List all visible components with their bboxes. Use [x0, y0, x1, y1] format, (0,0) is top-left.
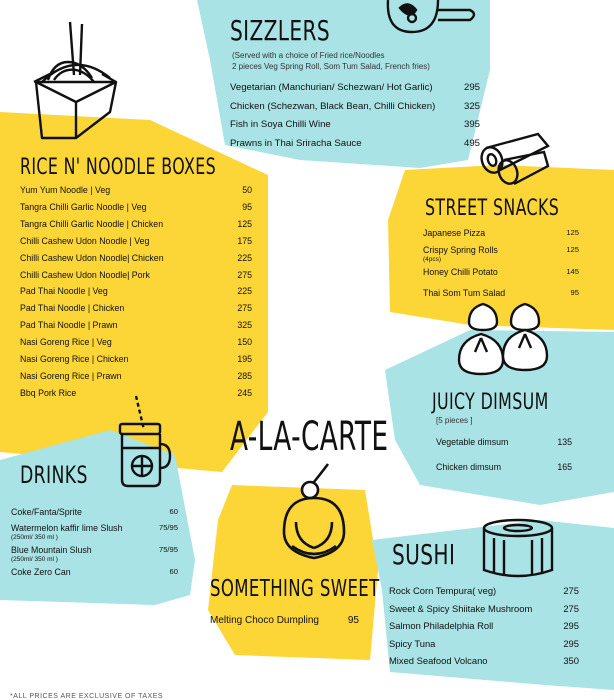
rice-item-name: Nasi Goreng Rice | Veg	[20, 337, 112, 348]
rice-item-price: 325	[237, 320, 252, 331]
sizzlers-note-line-1: (Served with a choice of Fried rice/Noodles	[232, 51, 385, 60]
sizzlers-item-price: 495	[463, 137, 480, 149]
rice-item-name: Chilli Cashew Udon Noodle| Pork	[20, 269, 150, 280]
rice-item-price: 285	[237, 370, 252, 381]
sizzlers-title: SIZZLERS	[230, 14, 331, 47]
a-la-carte-title: A-LA-CARTE	[230, 414, 389, 460]
street-title: STREET SNACKS	[425, 196, 560, 221]
street-item-name: Thai Som Tum Salad	[423, 288, 506, 298]
noodle-box-icon	[30, 20, 120, 140]
sushi-item-name: Rock Corn Tempura( veg)	[389, 585, 497, 596]
drinks-item-price: 60	[169, 507, 178, 516]
footer-note: *ALL PRICES ARE EXCLUSIVE OF TAXES	[10, 693, 164, 700]
rice-item-name: Pad Thai Noodle | Chicken	[20, 303, 125, 314]
street-item-price: 145	[566, 267, 579, 276]
sushi-roll-icon	[478, 516, 558, 582]
cupcake-icon	[278, 462, 350, 566]
sushi-title: SUSHI	[392, 538, 456, 571]
sweet-title: SOMETHING SWEET	[210, 576, 380, 602]
drinks-item-name: Coke/Fanta/Sprite	[11, 507, 82, 517]
sizzlers-item-name: Vegetarian (Manchurian/ Schezwan/ Hot Garlic)	[230, 82, 433, 93]
rice-item-price: 245	[237, 387, 252, 398]
rice-item-price: 275	[237, 303, 252, 314]
rice-item-price: 150	[237, 337, 252, 348]
rice-item-price: 195	[237, 354, 252, 364]
sushi-item-price: 295	[563, 637, 579, 649]
dimsum-item-price: 135	[557, 437, 572, 447]
rice-item-name: Yum Yum Noodle | Veg	[20, 185, 111, 195]
rice-item-name: Chilli Cashew Udon Noodle | Veg	[20, 235, 150, 246]
sweet-item-name: Melting Choco Dumpling	[210, 615, 319, 626]
drinks-title: DRINKS	[20, 461, 88, 489]
sizzlers-item-price: 395	[463, 119, 480, 130]
spring-rolls-icon	[478, 130, 554, 190]
sizzlers-item-name: Chicken (Schezwan, Black Bean, Chilli Chicken)	[230, 100, 436, 112]
street-item-name: Japanese Pizza	[423, 228, 486, 238]
sizzlers-item-price: 325	[463, 100, 480, 112]
rice-title: RICE N' NOODLE BOXES	[20, 155, 217, 180]
street-item-sub: (4pcs)	[423, 256, 442, 263]
sushi-item-name: Salmon Philadelphia Roll	[389, 620, 494, 631]
sushi-item-name: Mixed Seafood Volcano	[389, 655, 488, 666]
drinks-item-name: Watermelon kaffir lime Slush	[11, 523, 123, 533]
sushi-item-name: Spicy Tuna	[389, 637, 436, 649]
dimsum-item-name: Vegetable dimsum	[436, 437, 509, 447]
drinks-item-price: 75/95	[158, 545, 178, 554]
street-item-price: 125	[566, 228, 579, 237]
drinks-item-name: Blue Mountain Slush	[11, 545, 92, 555]
rice-item-name: Tangra Chilli Garlic Noodle | Chicken	[20, 218, 164, 229]
rice-item-name: Chilli Cashew Udon Noodle| Chicken	[20, 252, 164, 263]
rice-item-price: 125	[237, 218, 252, 229]
dimsum-icon	[455, 298, 555, 378]
sushi-item-price: 350	[563, 655, 579, 666]
dimsum-note: [5 pieces ]	[436, 416, 473, 425]
drinks-item-price: 60	[169, 567, 178, 576]
dimsum-title: JUICY DIMSUM	[432, 390, 549, 415]
drinks-item-name: Coke Zero Can	[11, 567, 71, 577]
drinks-item-price: 75/95	[158, 523, 178, 532]
sushi-item-name: Sweet & Spicy Shiitake Mushroom	[389, 602, 533, 614]
sizzlers-item-name: Fish in Soya Chilli Wine	[230, 119, 331, 130]
mason-jar-icon	[112, 394, 172, 494]
street-item-name: Honey Chilli Potato	[423, 267, 498, 277]
rice-item-name: Tangra Chilli Garlic Noodle | Veg	[20, 201, 147, 212]
rice-item-price: 225	[237, 286, 252, 297]
rice-item-price: 275	[237, 269, 252, 280]
rice-item-name: Nasi Goreng Rice | Prawn	[20, 370, 122, 381]
sushi-item-price: 275	[563, 602, 579, 614]
sweet-item-price: 95	[347, 615, 359, 626]
street-item-price: 125	[566, 245, 579, 254]
sushi-item-price: 295	[563, 620, 579, 631]
rice-item-price: 95	[242, 201, 252, 212]
rice-item-price: 50	[242, 185, 252, 195]
dimsum-item-name: Chicken dimsum	[436, 462, 502, 472]
street-item-name: Crispy Spring Rolls	[423, 245, 498, 255]
rice-item-price: 225	[237, 252, 252, 263]
rice-item-price: 175	[237, 235, 252, 246]
rice-item-name: Nasi Goreng Rice | Chicken	[20, 354, 129, 364]
street-item-price: 95	[570, 288, 579, 297]
drinks-item-sub: (250ml/ 350 ml )	[11, 556, 58, 563]
sizzlers-note-line-2: 2 pieces Veg Spring Roll, Som Tum Salad, French fries)	[232, 62, 430, 71]
sizzler-pan-icon	[382, 0, 482, 40]
dimsum-item-price: 165	[557, 462, 572, 472]
rice-item-name: Pad Thai Noodle | Prawn	[20, 320, 118, 331]
drinks-item-sub: (250ml/ 350 ml )	[11, 534, 58, 541]
rice-item-name: Pad Thai Noodle | Veg	[20, 286, 108, 297]
sizzlers-item-name: Prawns in Thai Sriracha Sauce	[230, 137, 362, 149]
sizzlers-item-price: 295	[463, 82, 480, 93]
rice-item-name: Bbq Pork Rice	[20, 387, 77, 398]
sushi-item-price: 275	[563, 585, 579, 596]
